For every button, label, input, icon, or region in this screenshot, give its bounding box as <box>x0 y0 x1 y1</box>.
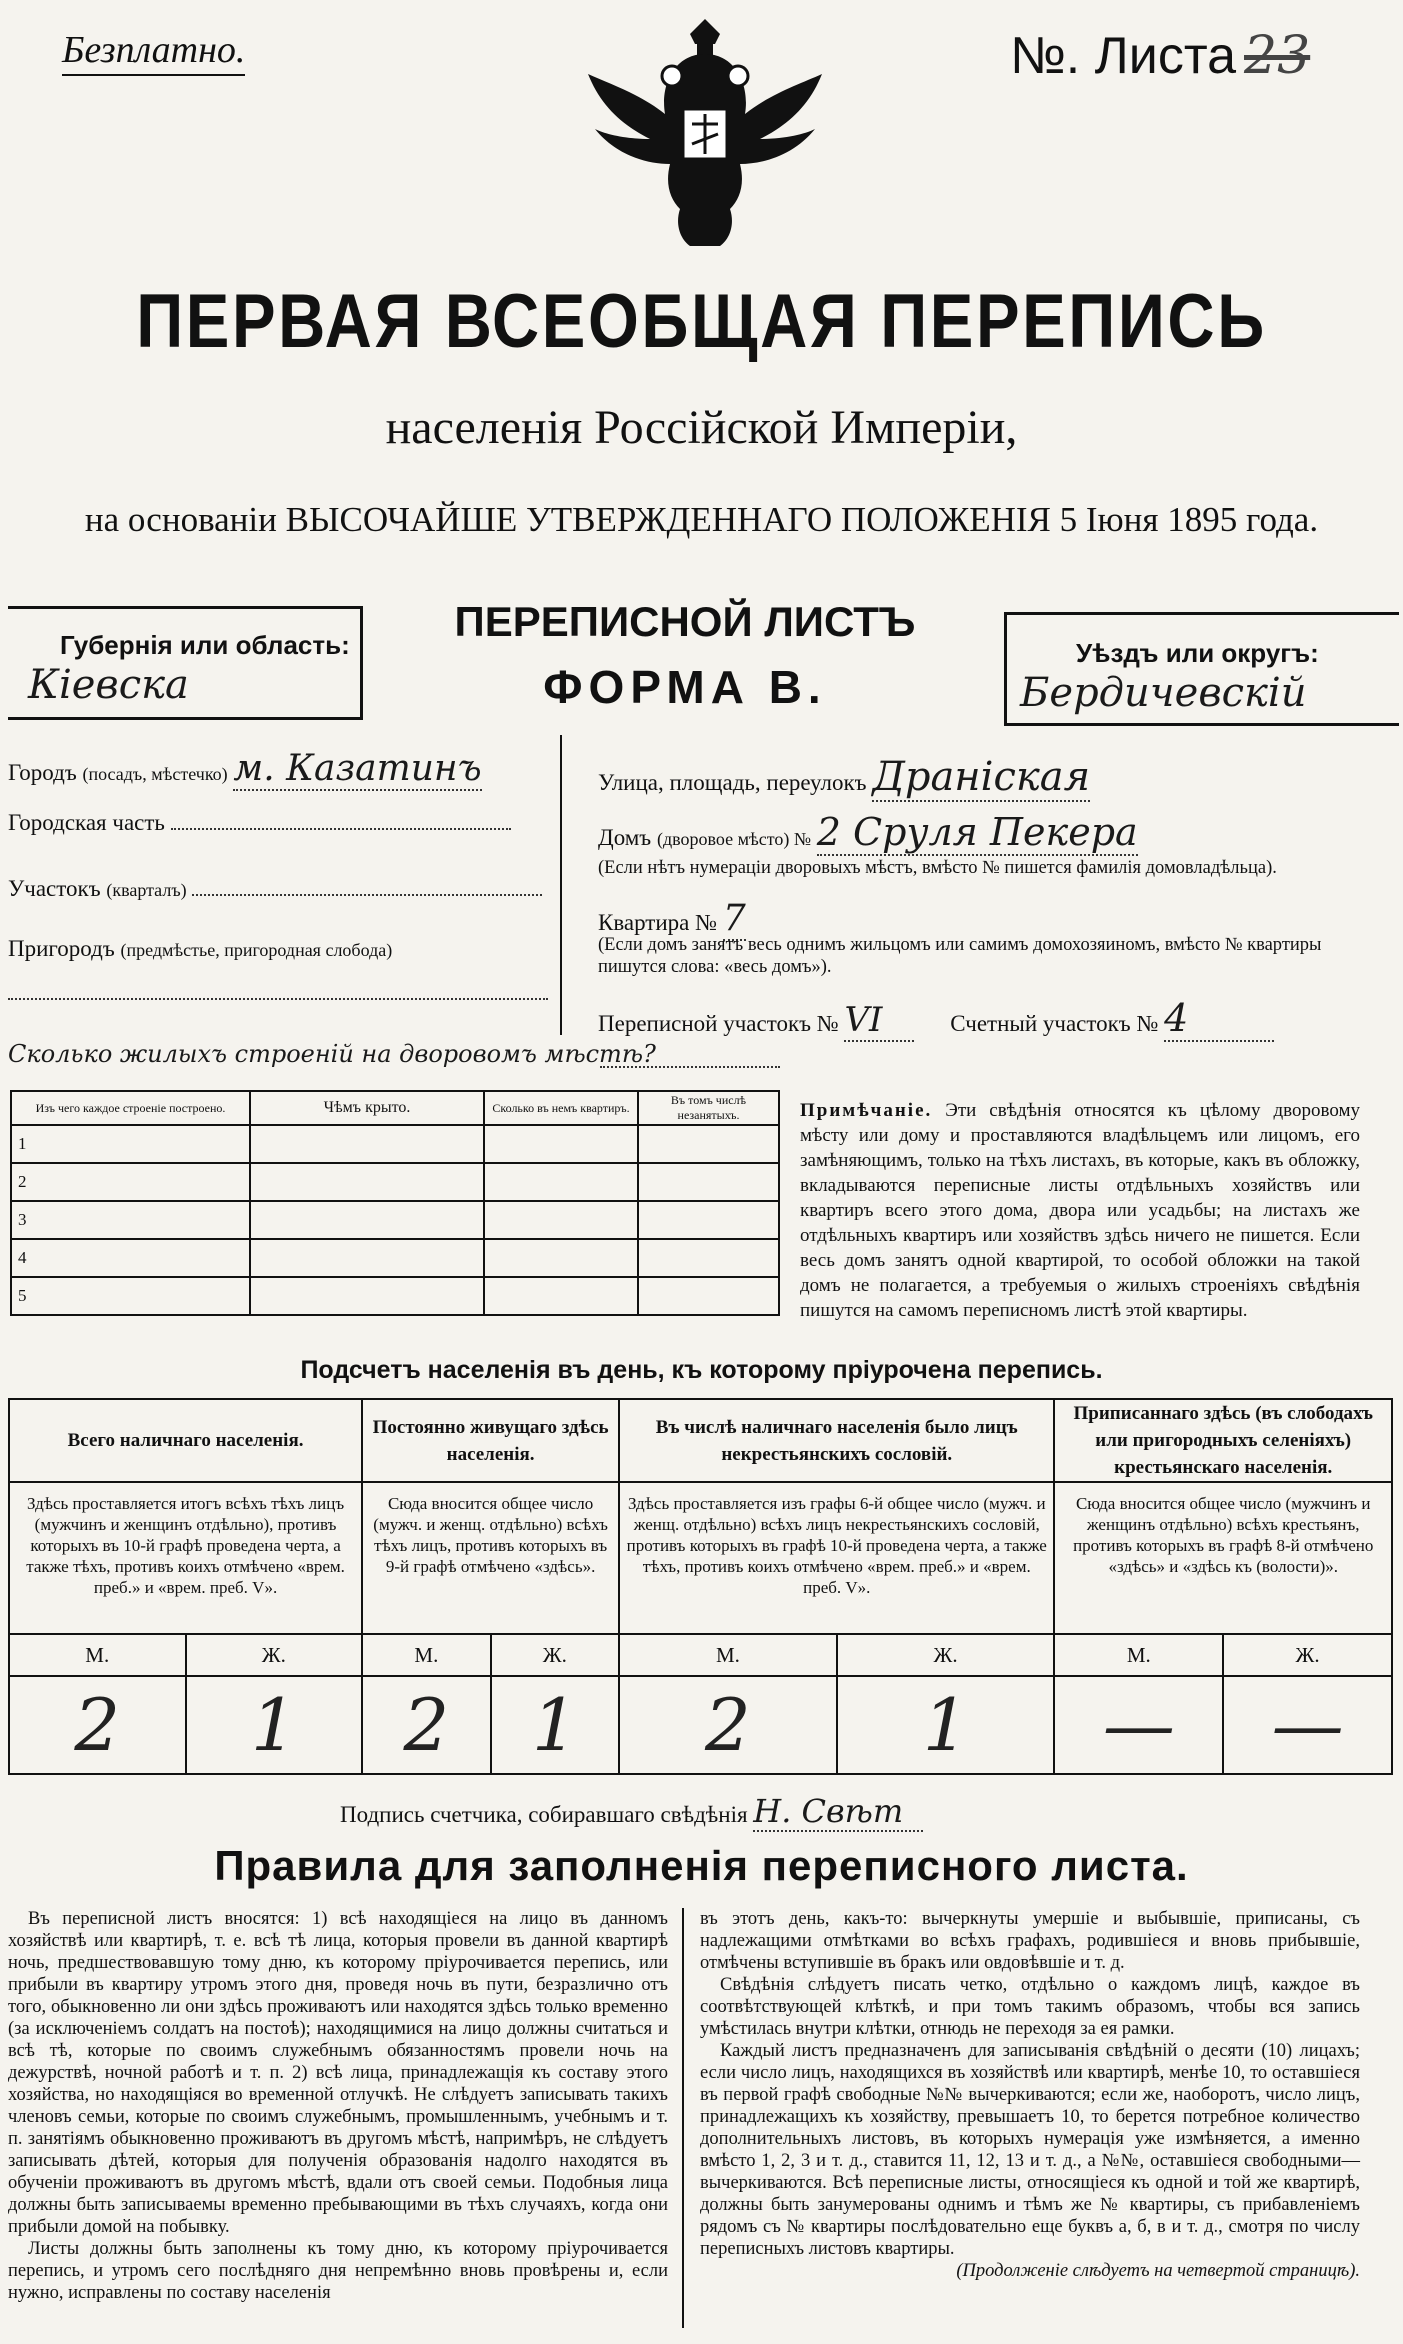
district-value: Бердичевскій <box>1020 670 1307 716</box>
count-district-label: Счетный участокъ № <box>950 1011 1159 1036</box>
apartment-value: 7 <box>722 898 746 939</box>
row-number: 1 <box>11 1125 250 1163</box>
census-district-label: Переписной участокъ № <box>598 1011 839 1036</box>
permanent-male-value: 2 <box>362 1676 490 1774</box>
house-hint: (Если нѣтъ нумераціи дворовыхъ мѣстъ, вмѣсто № пишется фамилія домовладѣльца). <box>598 858 1277 878</box>
city-part-field <box>8 810 548 836</box>
count-desc-total: Здѣсь проставляется итогъ всѣхъ тѣхъ лицъ (мужчинъ и женщинъ отдѣльно), противъ которыхъ въ 10-й графѣ проведена черта, а также тѣхъ, противъ коихъ отмѣчено «врем. преб.» и «врем. преб. V». <box>9 1482 362 1634</box>
male-header: М. <box>619 1634 837 1676</box>
male-header: М. <box>362 1634 490 1676</box>
buildings-note <box>800 1098 1360 1323</box>
non-peasant-male-value: 2 <box>619 1676 837 1774</box>
signature-label: Подпись счетчика, собиравшаго свѣдѣнія <box>340 1802 748 1827</box>
quarter-line <box>192 894 542 896</box>
permanent-female-value: 1 <box>491 1676 619 1774</box>
house-note: (дворовое мѣсто) № <box>656 829 812 849</box>
rules-right-column <box>700 1908 1360 2282</box>
population-count-table <box>8 1398 1393 1775</box>
rules-paragraph: Листы должны быть заполнены къ тому дню, къ которому пріурочивается перепись, и утромъ сего послѣдняго дня непремѣнно вновь провѣрены и, если нужно, исправлены по составу населенія <box>8 2239 668 2303</box>
count-col-permanent: Постоянно живущаго здѣсь населенія. <box>362 1399 619 1482</box>
census-district-field <box>598 996 1274 1042</box>
total-male-value: 2 <box>9 1676 186 1774</box>
female-header: Ж. <box>1223 1634 1392 1676</box>
city-part-label: Городская часть <box>8 810 165 835</box>
apartment-field <box>598 898 746 939</box>
street-field <box>598 754 1090 800</box>
col-apartments: Сколько въ немъ квартиръ. <box>484 1091 638 1125</box>
document-subtitle: населенія Россійской Имперіи, <box>385 401 1018 454</box>
town-note: (посадъ, мѣстечко) <box>82 764 228 784</box>
buildings-answer-line <box>600 1066 780 1068</box>
rules-left-column <box>8 1908 668 2304</box>
female-header: Ж. <box>837 1634 1055 1676</box>
count-desc-permanent: Сюда вносится общее число (мужч. и женщ. отдѣльно) всѣхъ тѣхъ лицъ, противъ которыхъ въ 9-й графѣ отмѣчено «здѣсь». <box>362 1482 619 1634</box>
legal-basis: на основаніи ВЫСОЧАЙШЕ УТВЕРЖДЕННАГО ПОЛОЖЕНІЯ 5 Іюня 1895 года. <box>84 500 1319 539</box>
col-material: Изъ чего каждое строеніе построено. <box>11 1091 250 1125</box>
house-label: Домъ <box>598 825 652 850</box>
row-number: 4 <box>11 1239 250 1277</box>
note-title: Примѣчаніе. <box>800 1100 933 1121</box>
imperial-eagle-emblem <box>580 14 830 254</box>
suburb-field <box>8 936 548 962</box>
town-label: Городъ <box>8 760 77 785</box>
registered-peasant-male-value: — <box>1054 1676 1223 1774</box>
suburb-line <box>8 998 548 1000</box>
count-col-non-peasant: Въ числѣ наличнаго населенія было лицъ некрестьянскихъ сословій. <box>619 1399 1054 1482</box>
female-header: Ж. <box>491 1634 619 1676</box>
male-header: М. <box>1054 1634 1223 1676</box>
rules-divider <box>682 1908 684 2328</box>
table-row <box>11 1239 779 1277</box>
buildings-question: Сколько жилыхъ строеній на дворовомъ мѣстѣ? <box>8 1040 656 1068</box>
rules-paragraph: въ этотъ день, какъ-то: вычеркнуты умершіе и выбывшіе, приписаны, съ надлежащими отмѣтками во всѣхъ графахъ, родившіеся и вновь прибывшіе, отмѣчены вступившіе въ бракъ или овдовѣвшіе и т. д. <box>700 1909 1360 1973</box>
sheet-number <box>1010 26 1310 86</box>
house-field <box>598 810 1138 854</box>
province-value: Кіевска <box>28 662 189 708</box>
apartment-label: Квартира № <box>598 910 718 935</box>
street-value: Дранiская <box>872 754 1091 800</box>
rules-title: Правила для заполненія переписного листа. <box>214 1842 1189 1889</box>
sheet-title: ПЕРЕПИСНОЙ ЛИСТЪ <box>454 598 916 645</box>
quarter-field <box>8 876 548 902</box>
col-vacant: Въ томъ числѣ незанятыхъ. <box>638 1091 779 1125</box>
col-roof: Чѣмъ крыто. <box>250 1091 484 1125</box>
fields-divider <box>560 735 562 1035</box>
free-of-charge-label: Безплатно. <box>62 28 245 76</box>
quarter-label: Участокъ <box>8 876 101 901</box>
count-district-value: 4 <box>1164 996 1274 1042</box>
census-district-value: VI <box>844 1000 914 1042</box>
suburb-label: Пригородъ <box>8 936 115 961</box>
province-label: Губернія или область: <box>60 630 350 660</box>
signature-value: Н. Свѣт <box>753 1792 923 1832</box>
rules-paragraph: Въ переписной листъ вносятся: 1) всѣ находящіеся на лицо въ данномъ хозяйствѣ или квартирѣ, т. е. всѣ тѣ лица, которыя провели въ данной квартирѣ ночь, предшествовавшую тому дню, къ которому пріурочивается перепись, или прибыли въ квартиру утромъ этого дня, проведя ночь въ пути, безразлично отъ того, обыкновенно ли они здѣсь проживаютъ или находятся здѣсь только временно (за исключеніемъ солдатъ на постоѣ); находящимися на лицо должны считаться и всѣ тѣ, которые по своимъ служебнымъ обязанностямъ провели ночь на дежурствѣ, ночной работѣ и т. п. 2) всѣ лица, принадлежащія къ составу этого хозяйства, но находящіяся во временной отлучкѣ. Не слѣдуетъ записывать такихъ членовъ семьи, которые по своимъ служебнымъ, промышленнымъ, учебнымъ и т. п. занятіямъ обыкновенно проживаютъ въ другомъ мѣстѣ, напримѣръ, не слѣдуетъ записывать дѣтей, которыя для полученія образованія надолго находятся въ обученіи проживаютъ въ другомъ мѣстѣ, вдали отъ своей семьи. Подобныя лица должны быть записываемы временно пребывающими въ тѣхъ случаяхъ, когда они прибыли домой на побывку. <box>8 1909 668 2237</box>
street-label: Улица, площадь, переулокъ <box>598 770 867 795</box>
non-peasant-female-value: 1 <box>837 1676 1055 1774</box>
total-female-value: 1 <box>186 1676 363 1774</box>
buildings-table <box>10 1090 780 1316</box>
rules-paragraph: Каждый листъ предназначенъ для записыванія свѣдѣній о десяти (10) лицахъ; если число лицъ, находящихся въ хозяйствѣ или квартирѣ, менѣе 10, то оставшіеся въ первой графѣ свободные №№ вычеркиваются; если же, наоборотъ, число лицъ, принадлежащихъ къ хозяйству, превышаетъ 10, то берется потребное количество дополнительныхъ листовъ, въ которыхъ нумерація уже измѣняется, а именно вмѣсто 1, 2, 3 и т. д., ставится 11, 12, 13 и т. д., а №№, оставшіеся свободными—вычеркиваются. Всѣ переписные листы, относящіеся къ одной и той же квартирѣ, должны быть занумерованы однимъ и тѣмъ же № квартиры, съ прибавленіемъ рядомъ съ № квартиры послѣдовательно еще буквъ а, б, в и т. д., смотря по числу переписныхъ листовъ квартиры. <box>700 2041 1360 2259</box>
female-header: Ж. <box>186 1634 363 1676</box>
registered-peasant-female-value: — <box>1223 1676 1392 1774</box>
count-desc-registered-peasant: Сюда вносится общее число (мужчинъ и женщинъ отдѣльно) всѣхъ крестьянъ, противъ которыхъ въ графѣ 8-й отмѣчено «здѣсь» и «здѣсь къ (волости)». <box>1054 1482 1392 1634</box>
note-text: Эти свѣдѣнія относятся къ цѣлому дворовому мѣсту или дому и проставляются владѣльцемъ или лицомъ, его замѣняющимъ, только на тѣхъ листахъ, въ которые, какъ въ обложку, вкладываются переписные листы отдѣльныхъ хозяйствъ или квартиръ всего этого дома, двора или усадьбы; на листахъ же отдѣльныхъ квартиръ или хозяйствъ здѣсь ничего не пишется. Если весь домъ занятъ одной квартирой, то особой обложки на такой домъ не полагается, а требуемыя о жилыхъ строеніяхъ свѣдѣнія пишутся на самомъ переписномъ листѣ этой квартиры. <box>800 1100 1360 1321</box>
suburb-note: (предмѣстье, пригородная слобода) <box>120 940 393 960</box>
table-row <box>11 1201 779 1239</box>
town-field <box>8 748 548 789</box>
district-label: Уѣздъ или округъ: <box>1076 638 1319 668</box>
table-row <box>11 1277 779 1315</box>
city-part-line <box>171 828 511 830</box>
table-row <box>11 1125 779 1163</box>
document-title: ПЕРВАЯ ВСЕОБЩАЯ ПЕРЕПИСЬ <box>136 279 1267 364</box>
rules-paragraph: Свѣдѣнія слѣдуетъ писать четко, отдѣльно о каждомъ лицѣ, каждое въ соотвѣтствующей клѣткѣ, и при томъ такимъ образомъ, чтобы вся запись умѣстилась внутри клѣтки, отнюдь не переходя за ея рамки. <box>700 1975 1360 2039</box>
enumerator-signature <box>340 1792 923 1832</box>
count-col-total: Всего наличнаго населенія. <box>9 1399 362 1482</box>
table-row <box>11 1163 779 1201</box>
row-number: 2 <box>11 1163 250 1201</box>
row-number: 5 <box>11 1277 250 1315</box>
form-label: ФОРМА В. <box>543 661 827 713</box>
town-value: м. Казатинъ <box>233 748 482 789</box>
apartment-hint: (Если домъ занятъ весь однимъ жильцомъ или самимъ домохозяиномъ, вмѣсто № квартиры пишутся слова: «весь домъ»). <box>598 935 1322 977</box>
row-number: 3 <box>11 1201 250 1239</box>
quarter-note: (кварталъ) <box>106 880 187 900</box>
count-col-registered-peasant: Приписаннаго здѣсь (въ слободахъ или пригородныхъ селеніяхъ) крестьянскаго населенія. <box>1054 1399 1392 1482</box>
sheet-number-label: №. Листа <box>1010 27 1237 85</box>
rules-continuation: (Продолженіе слѣдуетъ на четвертой страницѣ). <box>956 2261 1360 2281</box>
male-header: М. <box>9 1634 186 1676</box>
sheet-number-value: 23 <box>1244 26 1311 86</box>
count-title: Подсчетъ населенія въ день, къ которому пріурочена перепись. <box>300 1356 1103 1384</box>
count-desc-non-peasant: Здѣсь проставляется изъ графы 6-й общее число (мужч. и женщ. отдѣльно) всѣхъ лицъ некрестьянскихъ сословій, противъ которыхъ въ графѣ 10-й проведена черта, а также тѣхъ, противъ коихъ отмѣчено «врем. преб.» и «врем. преб. V». <box>619 1482 1054 1634</box>
house-value: 2 Сруля Пекера <box>816 810 1138 854</box>
